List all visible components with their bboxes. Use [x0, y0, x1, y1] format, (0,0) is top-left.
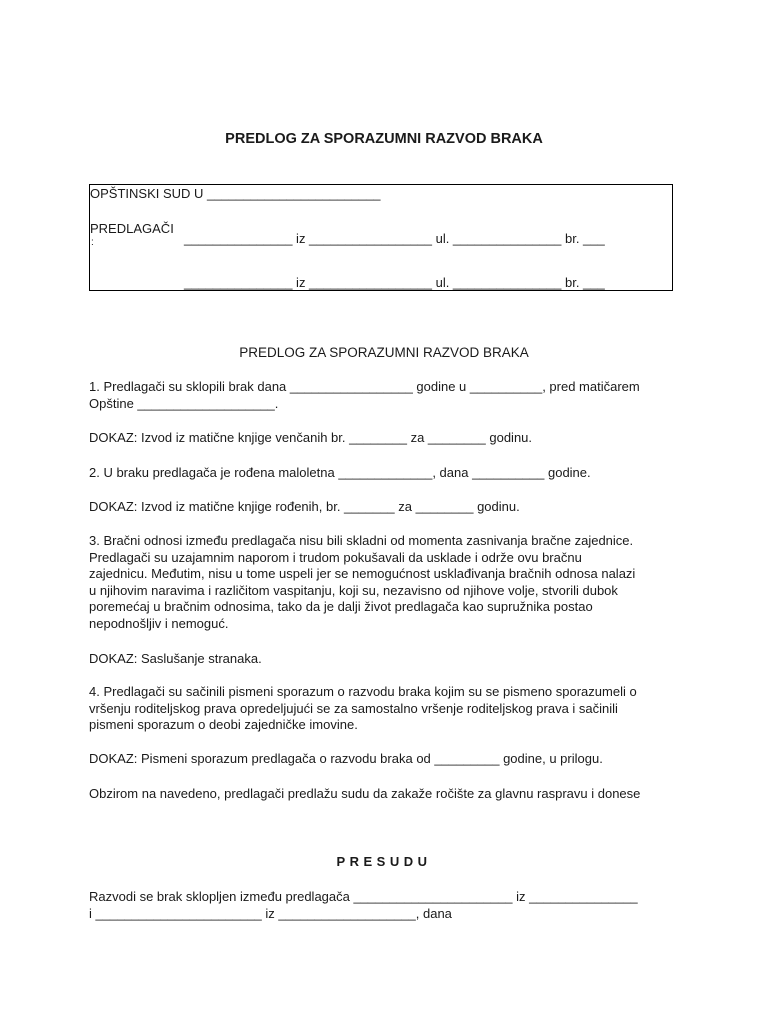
- header-box: [89, 184, 673, 291]
- petitioner-row-2: _______________ iz _________________ ul. _______________ br. ___: [184, 275, 605, 290]
- petitioners-label: PREDLAGAČI: [90, 221, 174, 236]
- paragraph-2: 2. U braku predlagača je rođena maloletna _____________, dana __________ godine.: [89, 465, 591, 480]
- paragraph-3: 3. Bračni odnosi između predlagača nisu bili skladni od momenta zasnivanja bračne zajednice. Predlagači su uzajamnim naporom i trudom pokušavali da usklade i održe ovu bračnu zajednicu. Međutim, nisu u tome uspeli jer se nemogućnost usklađivanja bračnih odnosa nalazi u njihovim naravima i različitom vaspitanju, koji su, nezavisno od njihove volje, stvorili dubok poremećaj u bračnim odnosima, tako da je dalji život predlagača kao supružnika postao nepodnošljiv i nemoguć.: [89, 533, 636, 631]
- section-title: PREDLOG ZA SPORAZUMNI RAZVOD BRAKA: [239, 345, 529, 360]
- document-title: PREDLOG ZA SPORAZUMNI RAZVOD BRAKA: [225, 131, 543, 147]
- petitioners-colon: :: [91, 237, 94, 248]
- conclusion-paragraph: Obzirom na navedeno, predlagači predlažu sudu da zakaže ročište za glavnu raspravu i donese: [89, 786, 641, 801]
- petitioner-row-1: _______________ iz _________________ ul. _______________ br. ___: [184, 231, 605, 246]
- paragraph-4: 4. Predlagači su sačinili pismeni sporazum o razvodu braka kojim su se pismeno sporazumeli o vršenju roditeljskog prava opredeljujući se za samostalno vršenje roditeljskog prava i sačinili pismeni sporazum o deobi zajedničke imovine.: [89, 684, 637, 733]
- evidence-3: DOKAZ: Saslušanje stranaka.: [89, 651, 262, 666]
- evidence-2: DOKAZ: Izvod iz matične knjige rođenih, br. _______ za ________ godinu.: [89, 499, 520, 514]
- evidence-4: DOKAZ: Pismeni sporazum predlagača o razvodu braka od _________ godine, u prilogu.: [89, 751, 603, 766]
- court-line: OPŠTINSKI SUD U ________________________: [90, 186, 381, 201]
- verdict-heading: PRESUDU: [336, 854, 432, 869]
- verdict-paragraph: Razvodi se brak sklopljen između predlagača ______________________ iz _______________ i _______________________ iz ___________________, dana: [89, 889, 638, 921]
- paragraph-1: 1. Predlagači su sklopili brak dana _________________ godine u __________, pred matičarem Opštine ___________________.: [89, 379, 640, 411]
- evidence-1: DOKAZ: Izvod iz matične knjige venčanih br. ________ za ________ godinu.: [89, 430, 533, 445]
